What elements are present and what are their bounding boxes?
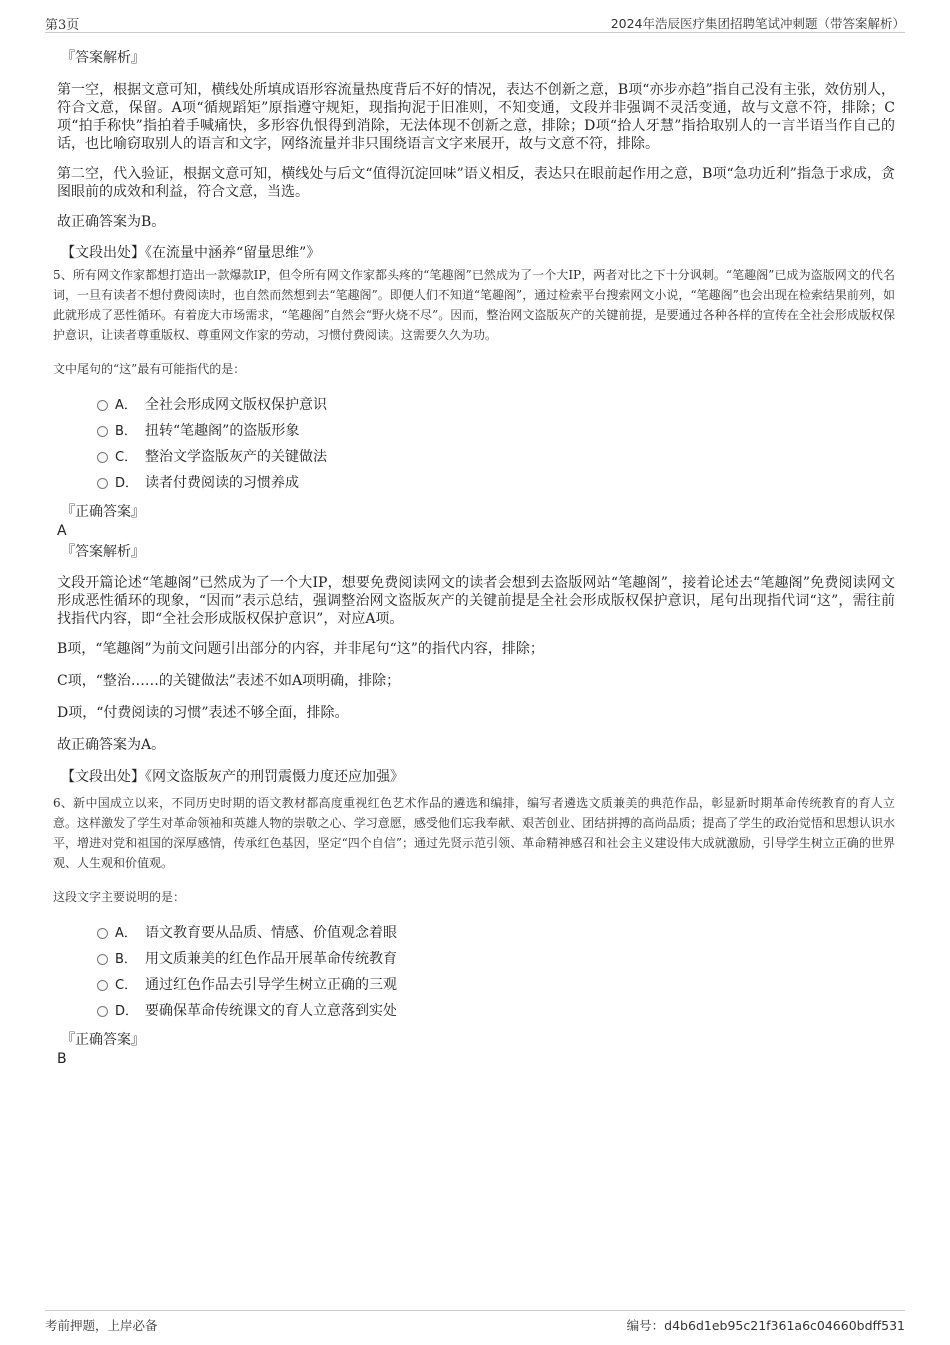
page-footer: [45, 1310, 905, 1335]
option-d[interactable]: D． 读者付费阅读的习惯养成: [57, 470, 895, 496]
radio-button[interactable]: [97, 400, 108, 411]
analysis-paragraph: 第二空，代入验证，根据文意可知，横线处与后文“值得沉淀回味”语义相反，表达只在眼前起作用之意，B项“急功近利”指急于求成，贪图眼前的成效和利益，符合文意，当选。: [57, 166, 895, 200]
conclusion: 故正确答案为A。: [57, 737, 166, 753]
option-c[interactable]: C． 通过红色作品去引导学生树立正确的三观: [57, 972, 895, 998]
radio-button[interactable]: [97, 954, 108, 965]
correct-answer: B: [57, 1051, 67, 1067]
document-body: [53, 48, 895, 1068]
analysis-paragraph: B项，“笔趣阁”为前文问题引出部分的内容，并非尾句“这”的指代内容，排除；: [57, 641, 544, 657]
footer-slogan: 考前押题，上岸必备: [45, 1318, 158, 1333]
analysis-paragraph: D项，“付费阅读的习惯”表述不够全面，排除。: [57, 705, 349, 721]
document-title: 2024年浩辰医疗集团招聘笔试冲刺题（带答案解析）: [610, 16, 905, 31]
question-passage: 6、新中国成立以来，不同历史时期的语文教材都高度重视红色艺术作品的遴选和编排，编写者遴选文质兼美的典范作品，彰显新时期革命传统教育的育人立意。这样激发了学生对革命领袖和英雄人物的崇敬之心、学习意愿，感受他们忘我奉献、艰苦创业、团结拼搏的高尚品质；提高了学生的政治觉悟和思想认识水平，增进对党和祖国的深厚感情，传承红色基因，坚定“四个自信”；通过先贤示范引领、革命精神感召和社会主义建设伟大成就激励，引导学生树立正确的世界观、人生观和价值观。: [53, 796, 895, 870]
option-list: [57, 920, 895, 1024]
option-list: [57, 392, 895, 496]
option-d[interactable]: D． 要确保革命传统课文的育人立意落到实处: [57, 998, 895, 1024]
question-stem: 这段文字主要说明的是：: [53, 890, 186, 904]
question-passage: 5、所有网文作家都想打造出一款爆款IP，但令所有网文作家都头疼的“笔趣阁”已然成为了一个大IP，两者对比之下十分讽刺。“笔趣阁”已成为盗版网文的代名词，一旦有读者不想付费阅读时，也自然而然想到去“笔趣阁”。即便人们不知道“笔趣阁”，通过检索平台搜索网文小说，“笔趣阁”也会出现在检索结果前列，如此就形成了恶性循环。有着庞大市场需求，“笔趣阁”自然会“野火烧不尽”。因而，整治网文盗版灰产的关键前提，是要通过各种各样的宣传在全社会形成版权保护意识，让读者尊重版权、尊重网文作家的劳动，习惯付费阅读。这需要久久为功。: [53, 268, 895, 342]
document-code: 编号：d4b6d1eb95c21f361a6c04660bdff531: [626, 1318, 905, 1333]
option-b[interactable]: B． 扭转“笔趣阁”的盗版形象: [57, 418, 895, 444]
radio-button[interactable]: [97, 478, 108, 489]
source-citation: 【文段出处】《网文盗版灰产的刑罚震慑力度还应加强》: [61, 769, 404, 785]
question-stem: 文中尾句的“这”最有可能指代的是：: [53, 362, 246, 376]
radio-button[interactable]: [97, 426, 108, 437]
radio-button[interactable]: [97, 452, 108, 463]
answer-label: 『正确答案』: [61, 504, 145, 520]
analysis-paragraph: C项，“整治……的关键做法”表述不如A项明确，排除；: [57, 673, 401, 689]
page-header: [45, 10, 905, 33]
source-citation: 【文段出处】《在流量中涵养“留量思维”》: [61, 245, 321, 261]
radio-button[interactable]: [97, 928, 108, 939]
option-a[interactable]: A． 全社会形成网文版权保护意识: [57, 392, 895, 418]
conclusion: 故正确答案为B。: [57, 214, 166, 230]
answer-label: 『正确答案』: [61, 1032, 145, 1048]
page-number: 第3页: [45, 18, 80, 33]
analysis-paragraph: 文段开篇论述“笔趣阁”已然成为了一个大IP，想要免费阅读网文的读者会想到去盗版网站“笔趣阁”，接着论述去“笔趣阁”免费阅读网文形成恶性循环的现象，“因而”表示总结，强调整治网文盗版灰产的关键前提是全社会形成版权保护意识，尾句出现指代词“这”，需往前找指代内容，即“全社会形成版权保护意识”，对应A项。: [57, 575, 895, 627]
analysis-label: 『答案解析』: [61, 544, 145, 560]
option-a[interactable]: A． 语文教育要从品质、情感、价值观念着眼: [57, 920, 895, 946]
radio-button[interactable]: [97, 980, 108, 991]
radio-button[interactable]: [97, 1006, 108, 1017]
analysis-paragraph: 第一空，根据文意可知，横线处所填成语形容流量热度背后不好的情况，表达不创新之意，B项“亦步亦趋”指自己没有主张，效仿别人，符合文意，保留。A项“循规蹈矩”原指遵守规矩，现指拘泥于旧准则，不知变通，文段并非强调不灵活变通，故与文意不符，排除；C项“拍手称快”指拍着手喊痛快，多形容仇恨得到消除，无法体现不创新之意，排除；D项“拾人牙慧”指拾取别人的一言半语当作自己的话，也比喻窃取别人的语言和文字，网络流量并非只围绕语言文字来展开，故与文意不符，排除。: [57, 82, 895, 152]
analysis-label: 『答案解析』: [61, 50, 145, 66]
option-b[interactable]: B． 用文质兼美的红色作品开展革命传统教育: [57, 946, 895, 972]
option-c[interactable]: C． 整治文学盗版灰产的关键做法: [57, 444, 895, 470]
correct-answer: A: [57, 523, 67, 539]
